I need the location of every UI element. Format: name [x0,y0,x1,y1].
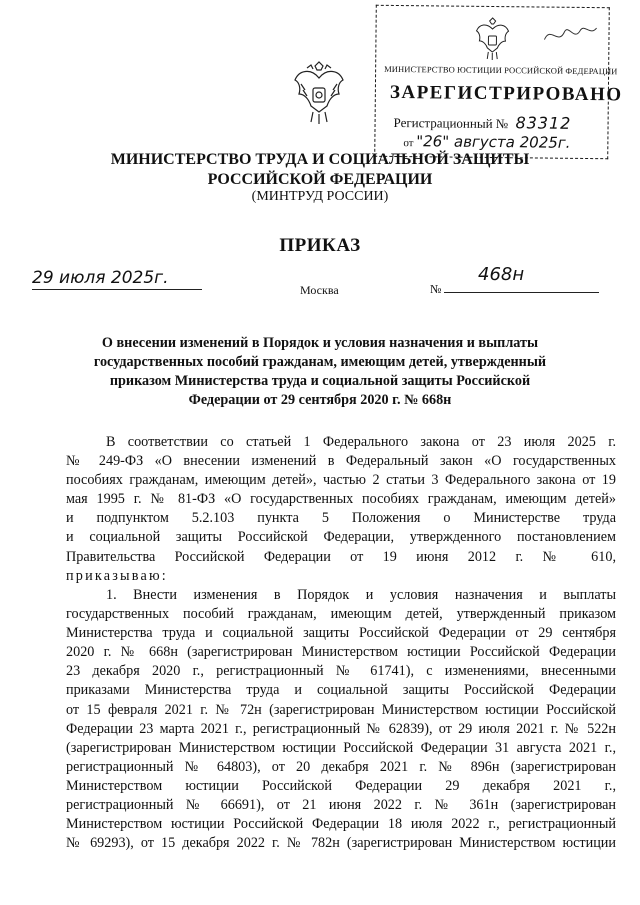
subject-line: государственных пособий гражданам, имеющим детей, утвержденный [93,354,547,370]
ministry-title [80,150,560,190]
ministry-title-line-1: МИНИСТЕРСТВО ТРУДА И СОЦИАЛЬНОЙ ЗАЩИТЫ [110,151,530,168]
body-line: № 69293), от 15 декабря 2022 г. № 782н (зарегистрирован Министерством юстиции [66,835,616,852]
preamble-paragraph [66,433,616,586]
stamp-regno-label: Регистрационный № [393,114,509,132]
number-label: № [430,282,442,296]
body-line: № 249-ФЗ «О внесении изменений в Федеральный закон «О государственных [66,453,616,470]
body-line: (зарегистрирован Министерством юстиции Российской Федерации 31 августа 2021 г., [66,739,616,756]
registration-stamp [374,5,623,159]
body-line: мая 1995 г. № 81-ФЗ «О государственных пособиях гражданам, имеющим детей» [66,491,616,508]
subject-line: Федерации от 29 сентября 2020 г. № 668н [188,392,452,408]
item-1-paragraph [66,586,616,853]
handwritten-number: 468н [478,264,525,285]
body-line: В соответствии со статьей 1 Федерального закона от 23 июля 2025 г. [106,434,616,450]
ministry-short-name: (МИНТРУД РОССИИ) [251,189,389,204]
stamp-date-line [403,132,570,152]
order-subject [70,334,570,410]
body-line: 2020 г. № 668н (зарегистрирован Министерством юстиции Российской Федерации [66,644,616,661]
stamp-registration-number-line [393,112,571,133]
handwritten-date: 29 июля 2025г. [32,268,202,290]
body-line: и подпунктом 5.2.103 пункта 5 Положения о Министерстве труда [66,510,616,527]
body-line: регистрационный № 66691), от 21 июня 2022 г. № 361н (зарегистрирован [66,797,616,814]
coat-of-arms-emblem [289,60,349,126]
body-line: пособиях гражданам, имеющим детей», частью 2 статьи 3 Федерального закона от 19 [66,472,616,489]
body-line: от 15 февраля 2021 г. № 72н (зарегистрирован Министерством юстиции Российской [66,701,616,718]
body-line: и социальной защиты Российской Федерации, утвержденного постановлением [66,529,616,546]
stamp-ministry-name: МИНИСТЕРСТВО ЮСТИЦИИ РОССИЙСКОЙ ФЕДЕРАЦИИ [384,63,618,77]
city-name: Москва [300,283,339,297]
stamp-date-value: "26" августа 2025г. [416,132,571,152]
body-line: Министерством юстиции Российской Федерации 29 декабря 2021 г., [66,777,616,794]
stamp-date-prefix: от [403,137,414,150]
order-verb: приказываю: [66,567,168,584]
subject-line: О внесении изменений в Порядок и условия назначения и выплаты [101,335,539,351]
body-line: Министерства труда и социальной защиты Российской Федерации от 29 сентября [66,625,616,642]
signature-scribble [540,20,600,51]
document-type-heading: ПРИКАЗ [279,235,361,256]
body-line: 1. Внести изменения в Порядок и условия назначения и выплаты [106,587,616,603]
body-line: 23 декабря 2020 г., регистрационный № 61741), с изменениями, внесенными [66,663,616,680]
body-line: приказами Министерства труда и социальной защиты Российской Федерации [66,682,616,699]
body-line: Правительства Российской Федерации от 19 июня 2012 г. № 610, [66,548,616,565]
body-line: Федерации 23 марта 2021 г., регистрационный № 62839), от 29 июля 2021 г. № 522н [66,720,616,737]
body-line: регистрационный № 64803), от 20 декабря 2021 г. № 896н (зарегистрирован [66,758,616,775]
stamp-emblem-icon [472,17,512,61]
body-line: государственных пособий гражданам, имеющим детей, утвержденный приказом [66,606,616,623]
subject-line: приказом Министерства труда и социальной защиты Российской [109,373,531,389]
body-line: Министерством юстиции Российской Федерации 18 июля 2022 г., регистрационный [66,816,616,833]
ministry-title-line-2: РОССИЙСКОЙ ФЕДЕРАЦИИ [207,171,433,188]
stamp-registered-label: ЗАРЕГИСТРИРОВАНО [389,81,623,106]
stamp-regno-value: 83312 [515,113,572,133]
number-underline [444,292,599,293]
